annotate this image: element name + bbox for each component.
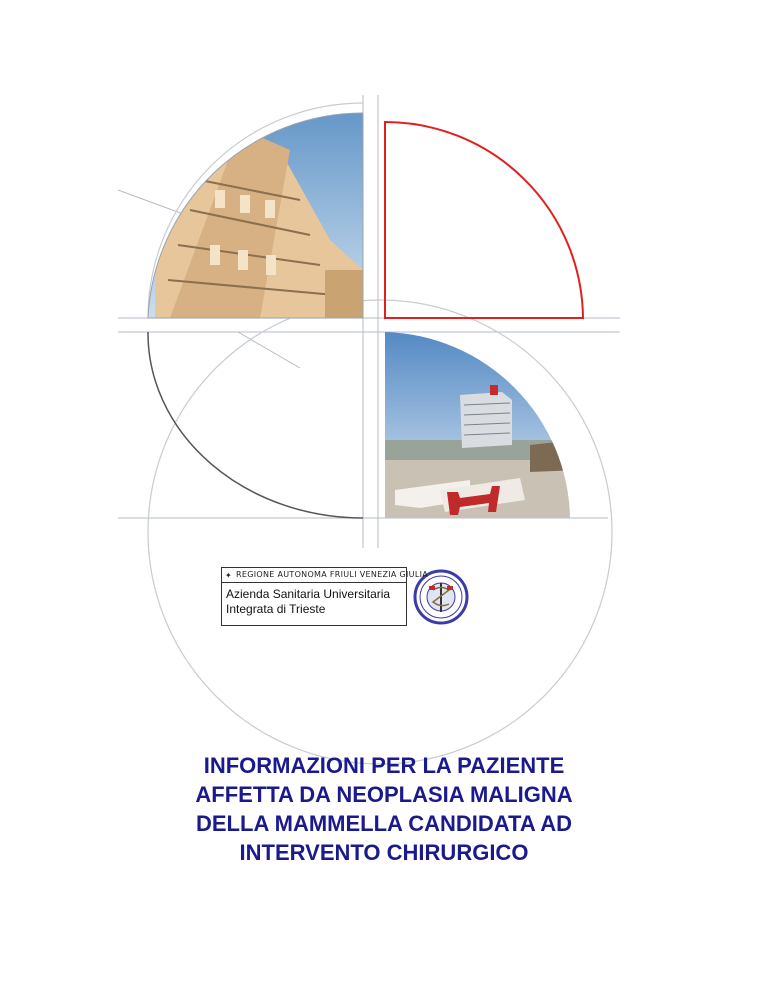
institution-name-line1: Azienda Sanitaria Universitaria — [226, 587, 391, 601]
document-title — [0, 751, 768, 867]
hospital-photo-bottom-right — [380, 325, 580, 525]
title-line-1: INFORMAZIONI PER LA PAZIENTE — [203, 753, 565, 778]
grey-quadrant-outline — [148, 332, 363, 518]
institution-name-line2: Integrata di Trieste — [226, 602, 326, 616]
institution-logo — [221, 567, 429, 626]
title-line-2: AFFETTA DA NEOPLASIA MALIGNA — [195, 782, 573, 807]
region-emblem-icon: ✦ — [225, 571, 232, 580]
title-line-4: INTERVENTO CHIRURGICO — [239, 840, 529, 865]
logo-divider — [222, 582, 406, 583]
red-quadrant-outline — [385, 122, 583, 318]
building-photo-top-left — [140, 100, 370, 325]
title-line-3: DELLA MAMMELLA CANDIDATA AD — [196, 811, 572, 836]
region-name: REGIONE AUTONOMA FRIULI VENEZIA GIULIA — [236, 570, 429, 579]
